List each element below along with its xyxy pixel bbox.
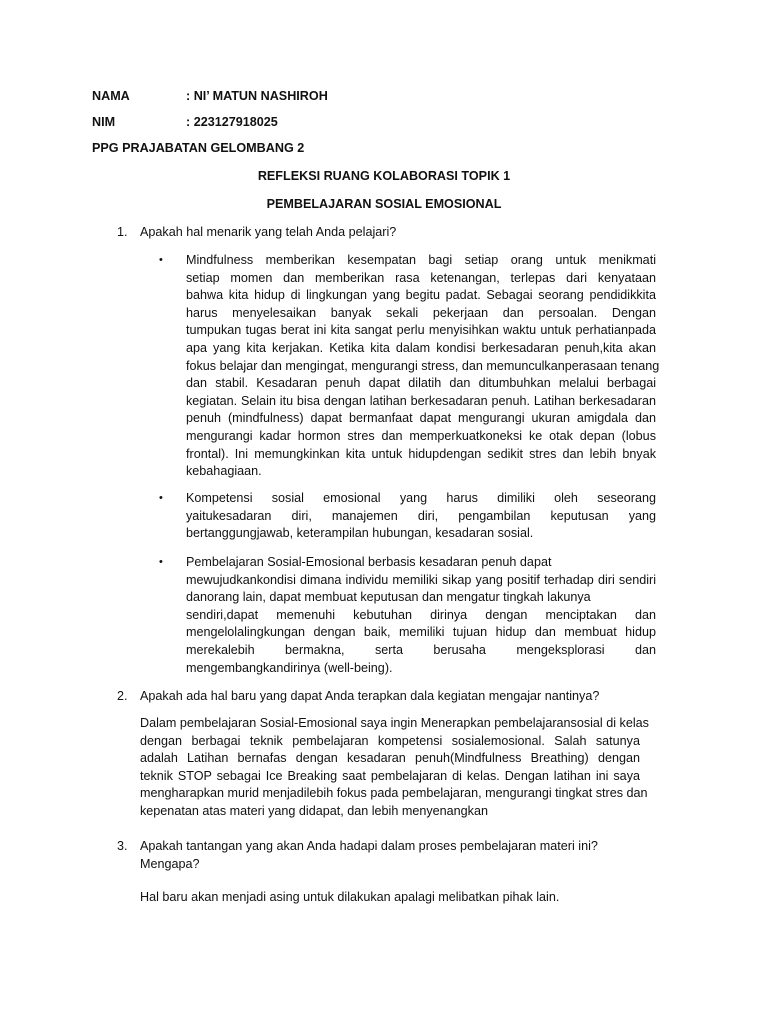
q3-question-line: Mengapa? [140, 856, 200, 871]
program-label: PPG PRAJABATAN GELOMBANG 2 [92, 141, 305, 155]
bullet-1-line: mengurangi kadar hormon stres dan memperkuatkoneksi ke otak depan (lobus [186, 428, 656, 443]
name-value: : NI’ MATUN NASHIROH [186, 89, 328, 103]
bullet-3-line: merekalebih bermakna, serta berusaha mengeksplorasi dan [186, 642, 656, 657]
q2-answer-line: mengharapkan murid menjadilebih fokus pada pembelajaran, mengurangi tingkat stres dan [140, 786, 648, 801]
q2-answer-line: Dalam pembelajaran Sosial-Emosional saya ingin Menerapkan pembelajaransosial di kelas [140, 716, 649, 730]
bullet-2-line: Kompetensi sosial emosional yang harus dimiliki oleh seseorang [186, 491, 656, 505]
bullet-2-line: bertanggungjawab, keterampilan hubungan, kesadaran sosial. [186, 526, 534, 541]
q2-number: 2. [117, 689, 128, 703]
bullet-3-line: danorang lain, dapat membuat keputusan dan mengatur tingkah lakunya [186, 590, 591, 605]
bullet-3-line: mewujudkankondisi dimana individu memiliki sikap yang positif terhadap diri sendiri [186, 572, 656, 587]
q1-number: 1. [117, 225, 128, 239]
q3-question-line: Apakah tantangan yang akan Anda hadapi dalam proses pembelajaran materi ini? [140, 839, 598, 853]
q2-answer-line: kepenatan atas materi yang didapat, dan lebih menyenangkan [140, 803, 488, 818]
q2-answer-line: teknik STOP sebagai Ice Breaking saat pembelajaran di kelas. Dengan latihan ini saya [140, 768, 640, 783]
bullet-1-line: Mindfulness memberikan kesempatan bagi setiap orang untuk menikmati [186, 253, 656, 267]
bullet-1-line: kegiatan. Selain itu bisa dengan latihan berkesadaran penuh. Latihan berkesadaran [186, 393, 656, 408]
bullet-1-line: tumpukan tugas berat ini kita sangat perlu menyisihkan waktu untuk perhatianpada [186, 323, 656, 338]
nim-value: : 223127918025 [186, 115, 278, 129]
bullet-3-line: sendiri,dapat memenuhi kebutuhan dirinya dengan menciptakan dan [186, 607, 656, 622]
q1-bullet-3 [186, 554, 656, 677]
bullet-1-line: kebahagiaan. [186, 464, 262, 479]
q2-answer-line: adalah Latihan bernafas dengan kesadaran penuh(Mindfulness Breathing) dengan [140, 751, 640, 766]
document-subtitle: PEMBELAJARAN SOSIAL EMOSIONAL [266, 197, 502, 211]
q3-number: 3. [117, 839, 128, 853]
q2-question: Apakah ada hal baru yang dapat Anda terapkan dala kegiatan mengajar nantinya? [140, 689, 600, 703]
bullet-3-line: mengembangkandirinya (well-being). [186, 660, 393, 675]
document-title: REFLEKSI RUANG KOLABORASI TOPIK 1 [257, 169, 511, 183]
q1-bullet-2 [186, 490, 656, 543]
q3-answer: Hal baru akan menjadi asing untuk dilakukan apalagi melibatkan pihak lain. [140, 890, 560, 904]
bullet-2-line: yaitukesadaran diri, manajemen diri, pengambilan keputusan yang [186, 508, 656, 523]
bullet-2-marker: • [159, 492, 163, 504]
q2-answer-line: dengan berbagai teknik pembelajaran kompetensi sosialemosional. Salah satunya [140, 733, 640, 748]
bullet-1-line: fokus belajar dan mengingat, mengurangi stress, dan memunculkanperasaan tenang [186, 358, 660, 373]
bullet-1-line: frontal). Ini memungkinkan kita untuk hidupdengan sedikit stres dan lebih bnyak [186, 446, 656, 461]
bullet-1-line: apa yang kita kerjakan. Ketika kita dalam kondisi berkesadaran penuh,kita akan [186, 340, 656, 355]
bullet-1-marker: • [159, 254, 163, 266]
bullet-3-line: mengelolalingkungan dengan baik, memiliki tujuan hidup dan membuat hidup [186, 625, 656, 640]
bullet-3-marker: • [159, 556, 163, 568]
q1-question: Apakah hal menarik yang telah Anda pelajari? [140, 225, 397, 239]
q3-question [140, 838, 640, 873]
bullet-1-line: harus menyelesaikan banyak sekali pekerjaan dan persoalan. Dengan [186, 305, 656, 320]
q2-answer [140, 715, 649, 821]
bullet-1-line: dan stabil. Kesadaran penuh dapat dilatih dan ditumbuhkan melalui berbagai [186, 376, 656, 391]
bullet-1-line: bahwa kita hidup di lingkungan yang begitu padat. Sebagai seorang pendidikkita [186, 288, 656, 303]
bullet-1-line: penuh (mindfulness) dapat bermanfaat dapat mengurangi ukuran amigdala dan [186, 411, 656, 426]
name-label: NAMA [92, 89, 130, 103]
bullet-1-line: setiap momen dan memberikan rasa ketenangan, terlepas dari kenyataan [186, 270, 656, 285]
q1-bullet-1 [186, 252, 660, 481]
nim-label: NIM [92, 115, 116, 129]
bullet-3-line: Pembelajaran Sosial-Emosional berbasis kesadaran penuh dapat [186, 555, 552, 569]
